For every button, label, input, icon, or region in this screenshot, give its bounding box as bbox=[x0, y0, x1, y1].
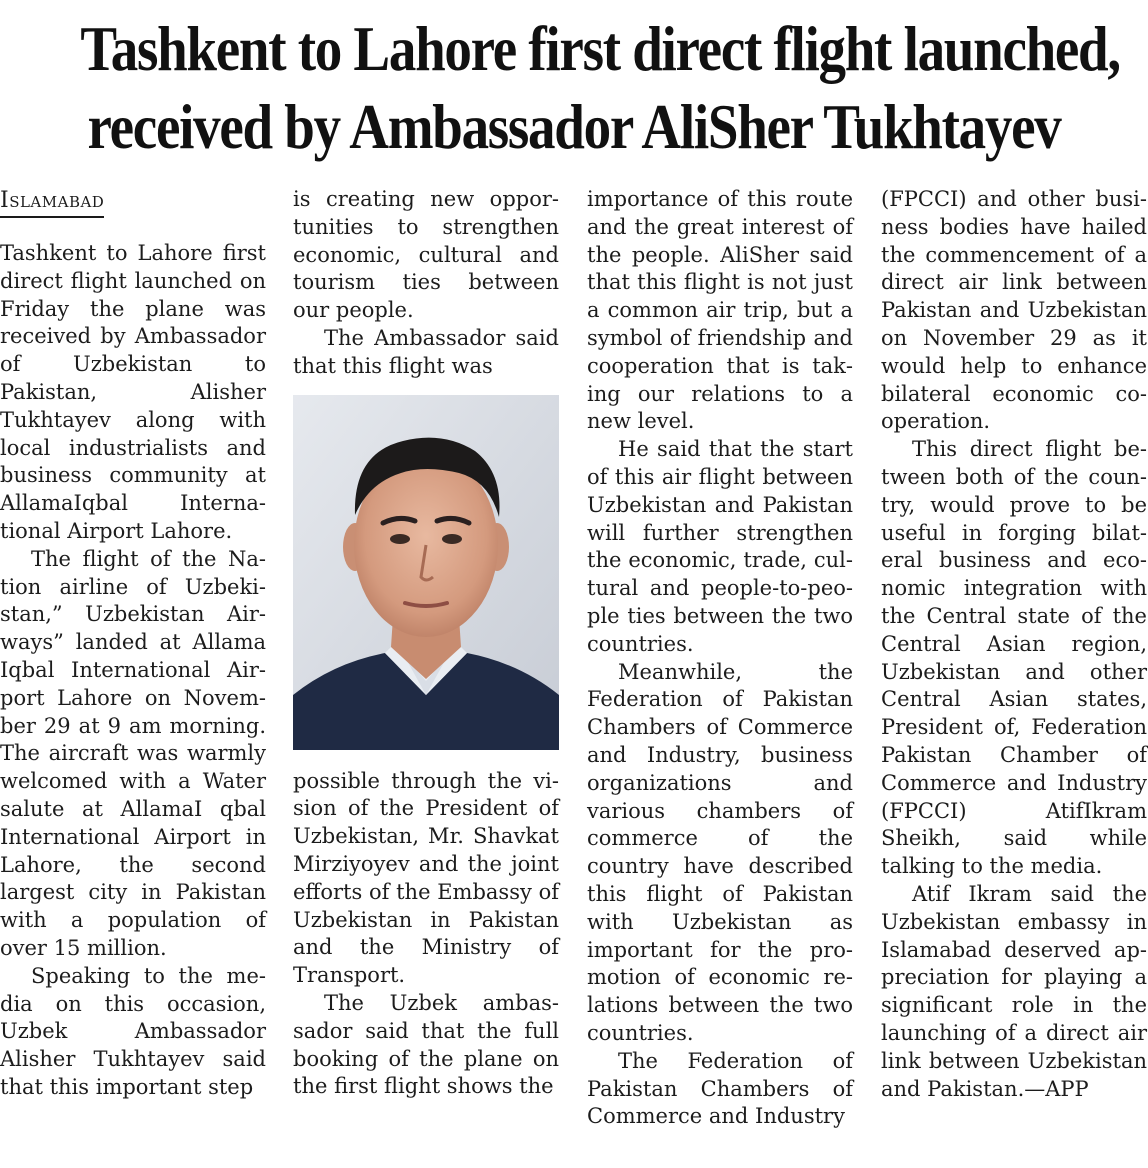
paragraph: The Federation of Pakistan Chambers of Commerce and Industry bbox=[587, 1048, 853, 1129]
paragraph: is creating new opportunities to strengthen economic, cultural and tourism ties between our people. bbox=[293, 187, 559, 323]
paragraph: possible through the vision of the President of Uzbekistan, Mr. Shavkat Mirziyoyev and the joint efforts of the Embassy of Uzbekistan in Pakistan and the Ministry of Transport. bbox=[293, 768, 559, 988]
article-column-1 bbox=[0, 186, 266, 1102]
paragraph: Speaking to the media on this occasion, Uzbek Ambassador Alisher Tukhtayev said that this important step bbox=[0, 963, 266, 1099]
paragraph: The Ambassador said that this flight was bbox=[293, 325, 559, 378]
paragraph: He said that the start of this air flight between Uzbekistan and Pakistan will further strengthen the economic, trade, cultural and people-to-people ties between the two countries. bbox=[587, 437, 853, 656]
paragraph: Meanwhile, the Federation of Pakistan Chambers of Commerce and Industry, business organizations and various chambers of commerce of the country have described this flight of Pakistan with Uzbekistan as important for the promotion of economic relations between the two countries. bbox=[587, 659, 853, 1045]
paragraph: The Uzbek ambassador said that the full booking of the plane on the first flight shows the bbox=[293, 990, 559, 1099]
article-column-4 bbox=[881, 186, 1147, 1103]
paragraph: The flight of the Nation airline of Uzbekistan,” Uzbekistan Airways” landed at Allama Iqbal International Airport Lahore on November 29 at 9 am morning. The aircraft was warmly welcomed with a Water salute at AllamaI qbal International Airport in Lahore, the second largest city in Pakistan with a population of over 15 million. bbox=[0, 546, 266, 960]
article-column-3 bbox=[587, 186, 853, 1131]
dateline: Islamabad bbox=[0, 186, 104, 218]
headline-line-2: received by Ambassador AliSher Tukhtayev bbox=[87, 91, 1061, 162]
paragraph: (FPCCI) and other business bodies have hailed the commencement of a direct air link between Pakistan and Uzbekistan on November 29 as it would help to enhance bilateral economic cooperation. bbox=[881, 187, 1147, 434]
article-column-2 bbox=[293, 186, 559, 1101]
headline-line-1: Tashkent to Lahore first direct flight launched, bbox=[80, 13, 1120, 84]
paragraph: Atif Ikram said the Uzbekistan embassy in Islamabad deserved appreciation for playing a significant role in the launching of a direct air link between Uzbekistan and Pakistan.—APP bbox=[881, 881, 1147, 1101]
ambassador-portrait-photo bbox=[293, 395, 559, 750]
paragraph: importance of this route and the great interest of the people. AliSher said that this flight is not just a common air trip, but a symbol of friendship and cooperation that is taking our relations to a new level. bbox=[587, 187, 853, 434]
paragraph: Tashkent to Lahore first direct flight launched on Friday the plane was received by Ambassador of Uzbekistan to Pakistan, Alisher Tukhtayev along with local industrialists and business community at AllamaIqbal International Airport Lahore. bbox=[0, 241, 266, 543]
headline bbox=[80, 10, 1120, 166]
paragraph: This direct flight between both of the country, would prove to be useful in forging bilateral business and economic integration with the Central state of the Central Asian region, Uzbekistan and other Central Asian states, President of, Federation Pakistan Chamber of Commerce and Industry (FPCCI) AtifIkram Sheikh, said while talking to the media. bbox=[881, 437, 1147, 879]
